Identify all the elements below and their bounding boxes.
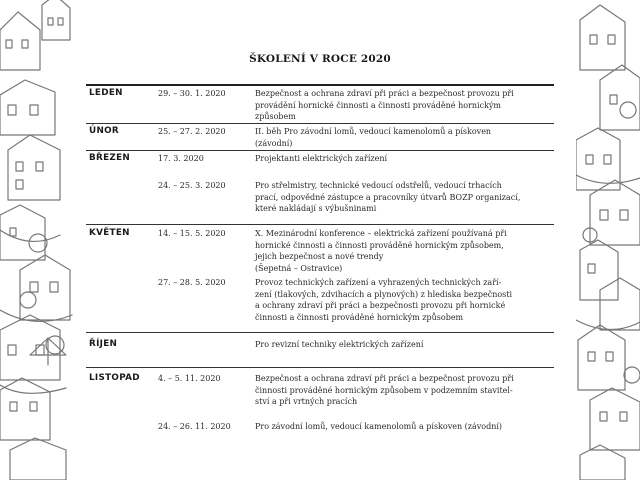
row-divider xyxy=(86,123,554,124)
training-description: (Šepetná – Ostravice) xyxy=(255,263,343,273)
training-date: 27. – 28. 5. 2020 xyxy=(158,278,226,287)
training-date: 29. – 30. 1. 2020 xyxy=(158,89,226,98)
training-date: 14. – 15. 5. 2020 xyxy=(158,229,226,238)
training-description: které nakládají s výbušninami xyxy=(255,204,377,213)
row-divider xyxy=(86,332,554,333)
month-label: BŘEZEN xyxy=(89,153,131,163)
training-date: 17. 3. 2020 xyxy=(158,154,204,163)
training-description: ství a při vrtných pracích xyxy=(255,397,358,406)
training-description: Pro revizní techniky elektrických zařízení xyxy=(255,340,424,349)
month-label: LEDEN xyxy=(89,88,123,98)
training-description: Pro závodní lomů, vedoucí kamenolomů a pískoven (závodní) xyxy=(255,422,503,431)
training-description: a ochrany zdraví při práci a bezpečnosti provozu při hornické xyxy=(255,301,506,310)
training-description: zení (tlakových, zdvihacích a plynových) z hlediska bezpečnosti xyxy=(255,289,513,299)
training-date: 24. – 25. 3. 2020 xyxy=(158,181,226,190)
month-label: LISTOPAD xyxy=(89,373,140,383)
training-description: činnosti prováděné hornickým způsobem v podzemním stavitel- xyxy=(255,385,513,395)
training-description: Bezpečnost a ochrana zdraví při práci a bezpečnost provozu při xyxy=(255,374,514,383)
training-date: 25. – 27. 2. 2020 xyxy=(158,127,226,136)
training-description: X. Mezinárodní konference – elektrická zařízení používaná při xyxy=(255,229,507,238)
training-date: 24. – 26. 11. 2020 xyxy=(158,422,231,431)
table-top-rule xyxy=(86,84,554,86)
row-divider xyxy=(86,150,554,151)
training-description: činnosti a činnosti prováděné hornickým způsobem xyxy=(255,312,464,322)
training-description: II. běh Pro závodní lomů, vedoucí kamenolomů a pískoven xyxy=(255,127,492,136)
training-description: hornické činnosti a činnosti prováděné hornickým způsobem, xyxy=(255,240,504,250)
training-description: (závodní) xyxy=(255,138,293,148)
training-description: prací, odpovědné zástupce a pracovníky útvarů BOZP organizací, xyxy=(255,192,521,202)
training-date: 4. – 5. 11. 2020 xyxy=(158,374,221,383)
training-description: Provoz technických zařízení a vyhrazených technických zaří- xyxy=(255,278,502,287)
training-description: provádění hornické činnosti a činnosti prováděné hornickým xyxy=(255,100,502,110)
row-divider xyxy=(86,224,554,225)
row-divider xyxy=(86,367,554,368)
training-description: Pro střelmistry, technické vedoucí odstřelů, vedoucí trhacích xyxy=(255,181,502,190)
training-description: způsobem xyxy=(255,112,296,121)
training-description: Bezpečnost a ochrana zdraví při práci a bezpečnost provozu při xyxy=(255,89,514,98)
training-description: Projektanti elektrických zařízení xyxy=(255,154,388,163)
month-label: ÚNOR xyxy=(89,126,119,136)
page-title: ŠKOLENÍ V ROCE 2020 xyxy=(249,53,391,65)
training-description: jejich bezpečnost a nové trendy xyxy=(255,252,384,261)
month-label: ŘÍJEN xyxy=(89,339,118,349)
month-label: KVĚTEN xyxy=(89,228,130,238)
